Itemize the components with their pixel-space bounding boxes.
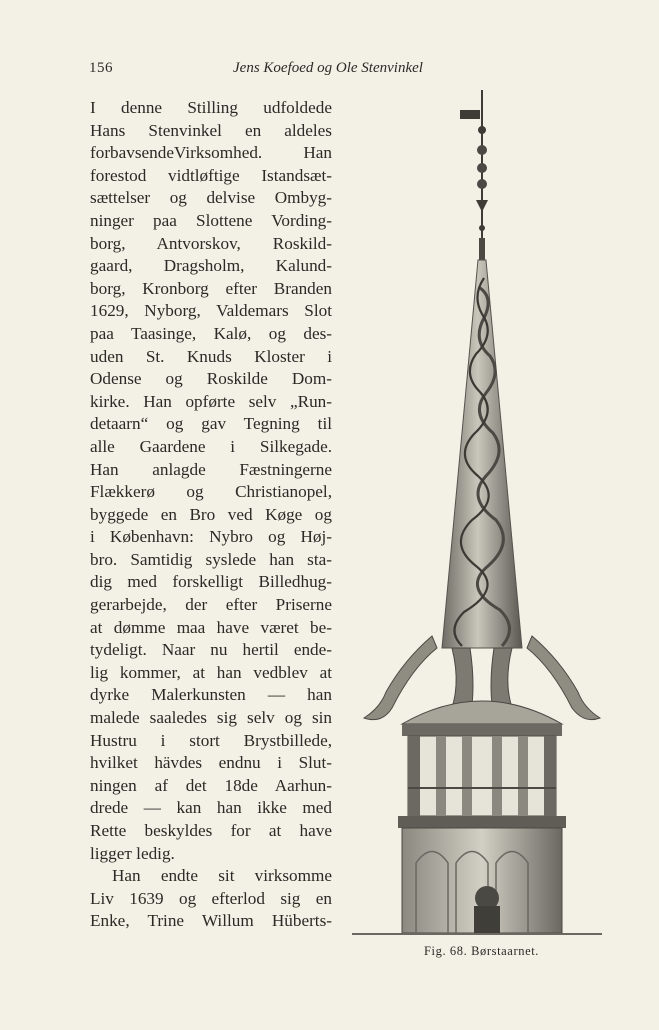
text-line: liggет ledig. (90, 843, 175, 863)
text-line: Liv 1639 og efterlod sig en (90, 888, 332, 908)
text-line: dig med forskelligt Billedhug- (90, 572, 332, 592)
body-text (90, 97, 332, 933)
dragon-spire-icon (352, 88, 612, 938)
text-line: Enke, Trine Willum Hüberts- (90, 911, 332, 931)
text-line: at dømme maa have været be- (90, 617, 332, 637)
text-line: Han anlagde Fæstningerne (90, 459, 332, 479)
text-line: i København: Nybro og Høj- (90, 527, 332, 547)
text-line: Hans Stenvinkel en aldeles (90, 120, 332, 140)
figure-caption: Fig. 68. Børstaarnet. (424, 944, 540, 958)
text-line: paa Taasinge, Kalø, og des- (90, 323, 332, 343)
text-line: dyrke Malerkunsten — han (90, 685, 332, 705)
text-line: bro. Samtidig syslede han sta- (90, 549, 332, 569)
text-line: Hustru i stort Brystbillede, (90, 730, 332, 750)
text-line: uden St. Knuds Kloster i (90, 346, 332, 366)
text-line: borg, Kronborg efter Branden (90, 278, 332, 298)
text-line: drede — kan han ikke med (90, 798, 332, 818)
text-line: malede saaledes sig selv og sin (90, 708, 332, 728)
roof-cap (402, 701, 562, 724)
text-line: forbavsendeVirksomhed. Han (90, 143, 332, 163)
page-number: 156 (89, 60, 113, 76)
text-line: Flækkerø og Christianopel, (90, 482, 332, 502)
text-line: forestod vidtløftige Istandsæt- (90, 165, 332, 185)
text-line: hvilket hävdes endnu i Slut- (90, 753, 332, 773)
figure (352, 88, 612, 968)
running-head: Jens Koefoed og Ole Stenvinkel (233, 60, 423, 76)
text-line: kirke. Han opførte selv „Run- (90, 391, 332, 411)
text-line: gaard, Dragsholm, Kalund- (90, 256, 332, 276)
text-line: sættelser og delvise Ombyg- (90, 188, 332, 208)
text-line: Odense og Roskilde Dom- (90, 369, 332, 389)
text-line: byggede en Bro ved Køge og (90, 504, 332, 524)
lower-cornice (398, 816, 566, 828)
text-line: borg, Antvorskov, Roskild- (90, 233, 332, 253)
arcade (408, 736, 556, 816)
text-line: I denne Stilling udfoldede (90, 98, 332, 117)
text-line: ningen af det 18de Aarhun- (90, 775, 332, 795)
text-line: gerarbejde, der efter Priserne (90, 595, 332, 615)
text-line: lig kommer, at han vedblev at (90, 662, 332, 682)
text-line: 1629, Nyborg, Valdemars Slot (90, 301, 332, 321)
text-line: alle Gaardene i Silkegade. (90, 436, 332, 456)
text-line: tydeligt. Naar nu hertil ende- (90, 640, 332, 660)
finial (460, 90, 488, 260)
twisted-spire (442, 260, 522, 648)
tower-base (352, 828, 602, 934)
text-line: detaarn“ og gav Tegning til (90, 414, 332, 434)
page-header (0, 60, 659, 84)
text-line: Han endte sit virksomme (112, 866, 332, 886)
text-line: ninger paa Slottene Vording- (90, 210, 332, 230)
text-line: Rette beskyldes for at have (90, 821, 332, 840)
upper-cornice (402, 724, 562, 736)
